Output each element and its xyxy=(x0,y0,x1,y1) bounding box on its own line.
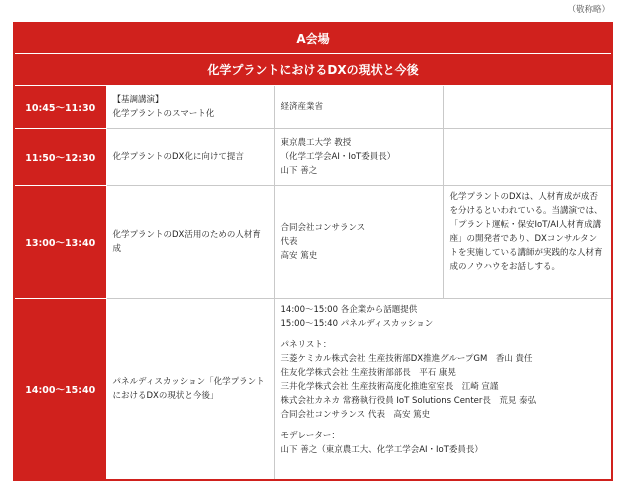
panelists-label: パネリスト： xyxy=(280,339,332,350)
table-row xyxy=(14,298,612,480)
talk-title-line: 化学プラントのスマート化 xyxy=(112,108,215,119)
speaker-line: （化学工学会AI・IoT委員長） xyxy=(280,151,396,162)
talk-title xyxy=(106,298,274,480)
moderator-label: モデレーター： xyxy=(280,430,340,441)
time-slot: 13:00～13:40 xyxy=(14,185,106,298)
session-title: 化学プラントにおけるDXの現状と今後 xyxy=(14,53,612,85)
honorifics-note: （敬称略） xyxy=(567,5,610,15)
speaker-line: 山下 善之 xyxy=(280,165,318,176)
panelist: 合同会社コンサランス 代表 高安 篤史 xyxy=(280,409,431,420)
speaker xyxy=(274,128,443,185)
table-row xyxy=(14,85,612,128)
talk-description xyxy=(443,85,612,128)
moderator: 山下 善之（東京農工大、化学工学会AI・IoT委員長） xyxy=(280,444,483,455)
time-slot: 11:50～12:30 xyxy=(14,128,106,185)
venue-title: A会場 xyxy=(14,23,612,53)
time-slot: 14:00～15:40 xyxy=(14,298,106,480)
venue-row xyxy=(14,23,612,53)
speaker-line: 代表 xyxy=(280,236,298,247)
program-line: 15:00～15:40 パネルディスカッション xyxy=(280,318,434,329)
panelist: 住友化学株式会社 生産技術部部長 平石 康晃 xyxy=(280,367,456,378)
session-title-row xyxy=(14,53,612,85)
speaker-line: 東京農工大学 教授 xyxy=(280,137,352,148)
table-row xyxy=(14,128,612,185)
program-line: 14:00～15:00 各企業から話題提供 xyxy=(280,304,418,315)
talk-title-line: 【基調講演】 xyxy=(112,94,164,105)
panel-details xyxy=(274,298,612,480)
panelist: 三井化学株式会社 生産技術高度化推進室室長 江崎 宣謹 xyxy=(280,381,499,392)
talk-title-text: パネルディスカッション「化学プラントにおけるDXの現状と今後」 xyxy=(112,376,265,401)
talk-title-text: 化学プラントのDX活用のための人材育成 xyxy=(112,229,261,254)
speaker-line: 合同会社コンサランス xyxy=(280,222,366,233)
speaker xyxy=(274,185,443,298)
talk-description-text: 化学プラントのDXは、人材育成が成否を分けるといわれている。当講演では、「プラント運転・保安IoT/AI人材育成講座」の開発者であり、DXコンサルタントを実施している講師が実践的な人材育成のノウハウをお話しする。 xyxy=(449,191,603,272)
session-schedule-table xyxy=(13,22,613,481)
speaker-line: 高安 篤史 xyxy=(280,250,318,261)
talk-description xyxy=(443,185,612,298)
panelist: 三菱ケミカル株式会社 生産技術部DX推進グループGM 香山 貴任 xyxy=(280,353,533,364)
table-row xyxy=(14,185,612,298)
speaker-line: 経済産業省 xyxy=(280,101,324,112)
talk-title xyxy=(106,128,274,185)
panelist: 株式会社カネカ 常務執行役員 IoT Solutions Center長 荒見 泰弘 xyxy=(280,395,537,406)
speaker xyxy=(274,85,443,128)
talk-description xyxy=(443,128,612,185)
time-slot: 10:45～11:30 xyxy=(14,85,106,128)
talk-title xyxy=(106,185,274,298)
talk-title-line: 化学プラントのDX化に向けて提言 xyxy=(112,151,244,162)
talk-title xyxy=(106,85,274,128)
